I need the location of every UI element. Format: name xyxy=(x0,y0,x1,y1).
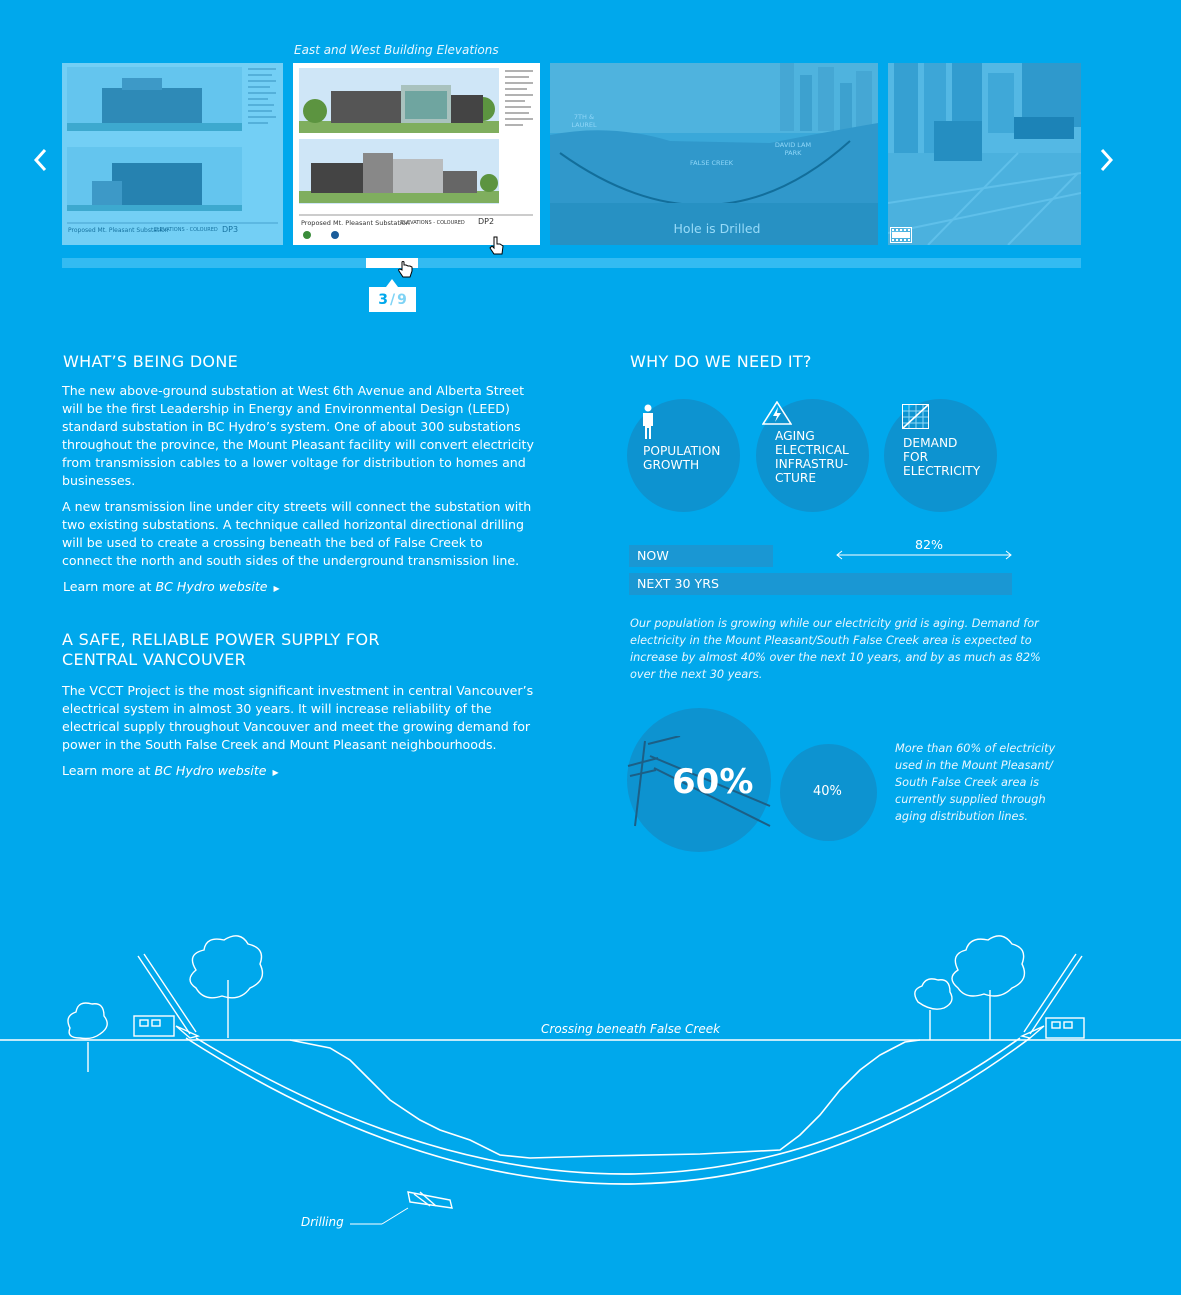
share-40-value: 40% xyxy=(813,784,842,799)
bar-now xyxy=(629,545,773,567)
carousel-slide-4[interactable] xyxy=(888,63,1081,245)
slide-counter xyxy=(369,287,416,312)
carousel-next-button[interactable] xyxy=(1093,142,1121,178)
slide-tint-overlay xyxy=(62,63,283,245)
slide-label-left: 7TH & LAUREL xyxy=(571,113,597,129)
person-icon xyxy=(641,404,655,440)
reason-label-line: GROWTH xyxy=(643,458,700,472)
learn-more-link-2[interactable] xyxy=(62,763,279,778)
learn-more-prefix: Learn more at xyxy=(63,579,156,594)
reason-label-line: FOR xyxy=(903,450,929,464)
increase-percent-label: 82% xyxy=(915,537,943,552)
carousel-slide-3[interactable] xyxy=(550,63,878,245)
learn-more-prefix: Learn more at xyxy=(62,763,155,778)
warning-bolt-icon xyxy=(762,401,792,425)
whats-being-done-heading: WHAT’S BEING DONE xyxy=(63,352,239,371)
learn-more-link-1[interactable] xyxy=(63,579,280,594)
reason-label-line: ELECTRICAL xyxy=(775,443,849,457)
counter-pointer xyxy=(386,279,398,287)
slide-footer-subtitle: ELEVATIONS - COLOURED xyxy=(401,220,465,226)
elevation-coloured-image xyxy=(293,63,540,245)
hand-cursor-icon xyxy=(396,260,414,280)
safe-supply-heading xyxy=(62,630,380,670)
safe-supply-heading-line-2: CENTRAL VANCOUVER xyxy=(62,650,247,669)
bar-next-label: NEXT 30 YRS xyxy=(637,576,719,591)
reason-demand-label xyxy=(903,436,980,478)
slide-caption-text: Hole is Drilled xyxy=(673,221,761,236)
slide-label-center: FALSE CREEK xyxy=(690,159,734,167)
pointer-cursor-icon xyxy=(489,236,505,256)
slide-counter-current: 3 xyxy=(378,292,388,308)
triangle-right-icon: ▶ xyxy=(272,768,279,777)
crossing-label: Crossing beneath False Creek xyxy=(541,1022,721,1036)
false-creek-crossing-diagram xyxy=(0,930,1181,1250)
reason-population-label xyxy=(643,444,720,472)
bar-next-30-yrs xyxy=(629,573,1012,595)
share-note: More than 60% of electricity used in the Mount Pleasant/ South False Creek area is currently supplied through aging distribution lines. xyxy=(895,742,1056,823)
whats-being-done-paragraph-1: The new above-ground substation at West 6th Avenue and Alberta Street will be the first Leadership in Energy and Environmental Design (LEED) standard substation in BC Hydro’s system. One of about 300 substations throughout the province, the Mount Pleasant facility will convert electricity from transmission cables to a lower voltage for distribution to homes and businesses. xyxy=(62,383,534,488)
carousel-prev-button[interactable] xyxy=(26,142,54,178)
reason-label-line: DEMAND xyxy=(903,436,958,450)
reason-label-line: CTURE xyxy=(775,471,817,485)
growth-chart-icon xyxy=(902,404,929,429)
slide-footer-title: Proposed Mt. Pleasant Substation xyxy=(301,219,410,227)
reason-label-line: ELECTRICITY xyxy=(903,464,981,478)
learn-more-link-text[interactable]: BC Hydro website xyxy=(154,763,267,778)
carousel-slide-1[interactable] xyxy=(62,63,283,245)
slide-footer-code: DP2 xyxy=(478,217,495,226)
drill-head-icon xyxy=(408,1192,452,1208)
whats-being-done-paragraph-2: A new transmission line under city streets will connect the substation with two existing substations. A technique called horizontal directional drilling will be used to create a crossing beneath the bed of False Creek to connect the north and south sides of the underground transmission line. xyxy=(62,499,532,568)
safe-supply-paragraph: The VCCT Project is the most significant investment in central Vancouver’s electrical system in almost 30 years. It will increase reliability of the electrical supply throughout Vancouver and meet the growing demand for power in the South False Creek and Mount Pleasant neighbourhoods. xyxy=(62,683,534,752)
demand-note: Our population is growing while our electricity grid is aging. Demand for electricity in the Mount Pleasant/South False Creek area is expected to increase by almost 40% over the next 10 years, and by as much as 82% over the next 30 years. xyxy=(630,617,1041,681)
chevron-right-icon xyxy=(1093,142,1121,178)
slide-counter-total: 9 xyxy=(397,292,407,308)
safe-supply-heading-line-1: A SAFE, RELIABLE POWER SUPPLY FOR xyxy=(62,630,380,649)
reason-label-line: AGING xyxy=(775,429,815,443)
triangle-right-icon: ▶ xyxy=(273,584,280,593)
reason-label-line: POPULATION xyxy=(643,444,721,458)
drilling-label: Drilling xyxy=(301,1215,344,1229)
slide-caption: East and West Building Elevations xyxy=(294,43,499,57)
slide-label-right: DAVID LAM PARK xyxy=(774,141,812,157)
share-60-value: 60% xyxy=(672,762,754,802)
chevron-left-icon xyxy=(26,142,54,178)
carousel-slide-2[interactable] xyxy=(293,63,540,245)
learn-more-link-text[interactable]: BC Hydro website xyxy=(155,579,268,594)
carousel-scrollbar-track[interactable] xyxy=(62,258,1081,268)
bar-now-label: NOW xyxy=(637,548,669,563)
why-heading: WHY DO WE NEED IT? xyxy=(630,352,812,371)
slide-tint-overlay xyxy=(888,63,1081,245)
video-film-icon xyxy=(890,227,912,243)
reason-infrastructure-label xyxy=(775,429,849,485)
reason-label-line: INFRASTRU- xyxy=(775,457,848,471)
slide-counter-separator: / xyxy=(389,292,396,308)
slide-tint-overlay xyxy=(550,63,878,245)
